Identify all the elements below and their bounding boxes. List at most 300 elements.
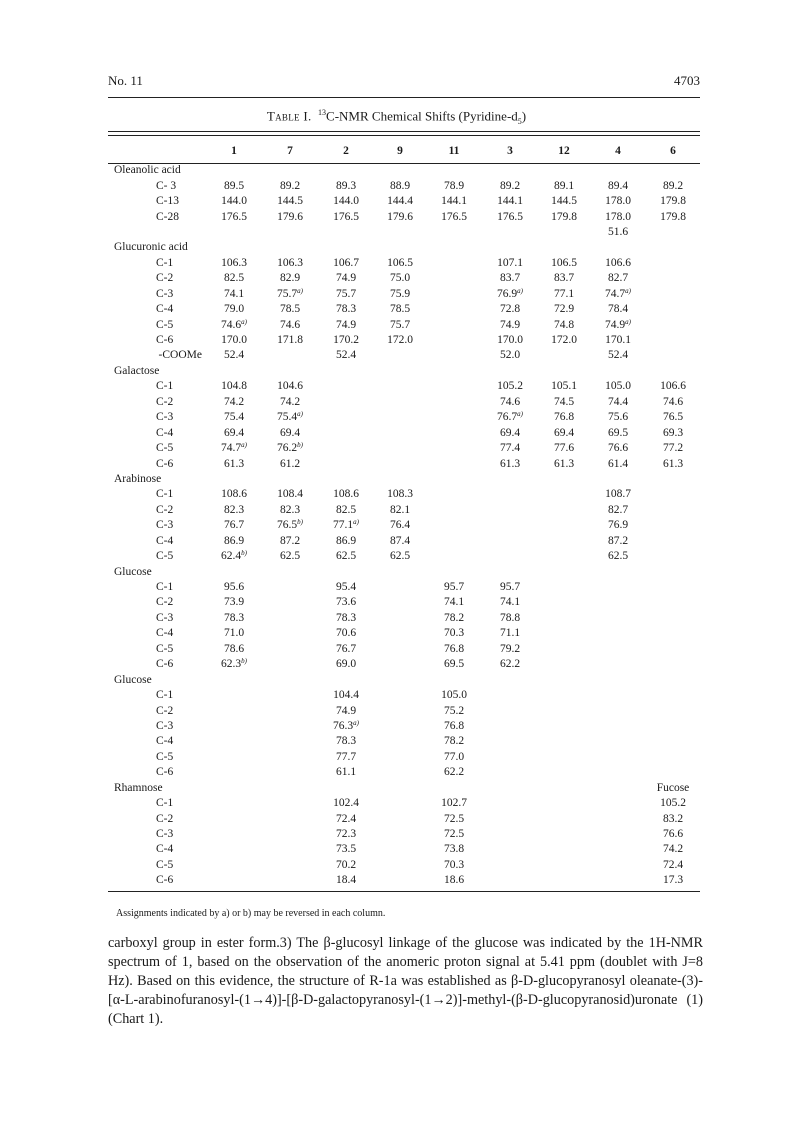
column-header: 1 — [231, 145, 237, 157]
shift-cell: 82.7 — [607, 503, 629, 516]
shift-cell — [590, 842, 646, 857]
shift-cell — [646, 611, 700, 626]
shift-cell — [482, 719, 538, 734]
shift-cell: 62.4$^{b)}$ — [221, 549, 247, 563]
shift-cell — [426, 425, 482, 440]
shift-cell — [590, 611, 646, 626]
shift-cell: 79.0 — [223, 303, 245, 316]
shift-cell — [262, 750, 318, 765]
table-row — [108, 518, 700, 533]
table-row — [108, 719, 700, 734]
shift-cell — [426, 518, 482, 533]
carbon-label: C-6 — [156, 658, 174, 671]
shift-cell: 78.2 — [443, 735, 465, 748]
table-row — [108, 549, 700, 564]
shift-cell — [262, 827, 318, 842]
shift-cell: 104.6 — [277, 380, 303, 393]
shift-cell: 72.4 — [335, 812, 357, 825]
shift-cell: 69.3 — [662, 426, 684, 439]
shift-cell: 95.4 — [335, 581, 357, 594]
group-label: Arabinose — [114, 472, 162, 485]
shift-cell: 75.7$^{a)}$ — [277, 286, 303, 300]
shift-cell — [646, 256, 700, 271]
shift-cell — [646, 487, 700, 502]
shift-cell — [646, 642, 700, 657]
shift-cell — [538, 225, 590, 240]
group-row — [108, 672, 700, 687]
table-row — [108, 657, 700, 672]
shift-cell — [590, 703, 646, 718]
shift-cell: 78.8 — [499, 611, 521, 624]
table-row — [108, 379, 700, 394]
shift-cell — [482, 765, 538, 780]
shift-cell — [590, 719, 646, 734]
header-blank — [108, 139, 206, 163]
carbon-label: C-5 — [156, 442, 174, 455]
shift-cell: 82.3 — [279, 503, 301, 516]
table-row — [108, 750, 700, 765]
shift-cell — [538, 750, 590, 765]
shift-cell: 74.2 — [279, 395, 301, 408]
group-row — [108, 240, 700, 255]
shift-cell — [374, 595, 426, 610]
shift-cell — [538, 534, 590, 549]
shift-cell — [206, 703, 262, 718]
shift-cell: 76.8 — [553, 411, 575, 424]
shift-cell — [206, 811, 262, 826]
group-label: Glucose — [114, 565, 152, 578]
caption-isotope: 13 — [318, 108, 327, 117]
shift-cell: 74.9 — [335, 704, 357, 717]
shift-cell: 179.6 — [387, 210, 413, 223]
shift-cell: 144.4 — [387, 195, 413, 208]
carbon-label: C- 3 — [156, 179, 177, 192]
shift-cell — [590, 750, 646, 765]
shift-cell — [374, 719, 426, 734]
shift-cell: 62.2 — [443, 766, 465, 779]
shift-cell: 105.0 — [605, 380, 631, 393]
shift-cell: 78.6 — [223, 642, 245, 655]
shift-cell: 75.7 — [389, 318, 411, 331]
table-row — [108, 534, 700, 549]
shift-cell — [646, 734, 700, 749]
caption-subscript: 5 — [517, 116, 522, 126]
shift-cell: 172.0 — [551, 334, 577, 347]
table-row — [108, 688, 700, 703]
shift-cell — [646, 549, 700, 564]
shift-cell: 17.3 — [662, 874, 684, 887]
shift-cell — [646, 287, 700, 302]
shift-cell: 78.2 — [443, 611, 465, 624]
shift-cell: 89.2 — [662, 179, 684, 192]
shift-cell: 78.3 — [335, 303, 357, 316]
shift-cell — [538, 580, 590, 595]
shift-cell: 69.5 — [443, 658, 465, 671]
body-text: carboxyl group in ester form.3) The β-glucosyl linkage of the glucose was indicated by the 1H-NMR spectrum of 1, based on the observation of the anomeric proton signal at 5.41 ppm (doublet with J=8 Hz). Based on this evidence, the structure of R-1a was established as β-D-glucopyranosyl oleanate-(3)-[α-L-arabinofuranosyl-(1→4)]-[β-D-galactopyranosyl-(1→2)]-methyl-(β-D-glucopyranosid)uronate (1) (Chart 1). — [108, 935, 703, 1027]
carbon-label: C-2 — [156, 272, 174, 285]
shift-cell: 179.6 — [277, 210, 303, 223]
shift-cell: 62.5 — [279, 550, 301, 563]
shift-cell — [262, 734, 318, 749]
shift-cell — [426, 348, 482, 363]
shift-cell: 144.1 — [441, 195, 467, 208]
shift-cell: 170.0 — [497, 334, 523, 347]
caption-close: ) — [521, 108, 527, 124]
shift-cell: 106.5 — [551, 256, 577, 269]
shift-cell — [262, 796, 318, 811]
table-row — [108, 595, 700, 610]
shift-cell: 87.2 — [279, 534, 301, 547]
shift-cell: 61.4 — [607, 457, 629, 470]
shift-cell: 87.2 — [607, 534, 629, 547]
shift-cell: 89.1 — [553, 179, 575, 192]
shift-cell: 62.5 — [389, 550, 411, 563]
carbon-label: C-13 — [156, 195, 179, 208]
shift-cell — [374, 750, 426, 765]
shift-cell: 72.4 — [662, 858, 684, 871]
shift-cell — [646, 688, 700, 703]
group-row — [108, 472, 700, 487]
shift-cell — [538, 858, 590, 873]
shift-cell: 74.6 — [662, 395, 684, 408]
shift-cell — [646, 595, 700, 610]
shift-cell: 86.9 — [223, 534, 245, 547]
carbon-label: C-3 — [156, 519, 174, 532]
shift-cell — [426, 317, 482, 332]
shift-cell — [538, 842, 590, 857]
shift-cell — [374, 611, 426, 626]
carbon-label: C-4 — [156, 534, 174, 547]
shift-cell — [318, 225, 374, 240]
shift-cell: 61.3 — [662, 457, 684, 470]
shift-cell: 176.5 — [497, 210, 523, 223]
shift-cell — [374, 626, 426, 641]
shift-cell: 102.7 — [441, 797, 467, 810]
shift-cell — [262, 626, 318, 641]
shift-cell — [262, 642, 318, 657]
shift-cell: 72.5 — [443, 828, 465, 841]
shift-cell: 106.7 — [333, 256, 359, 269]
shift-cell — [538, 796, 590, 811]
shift-cell: 76.8 — [443, 719, 465, 732]
table-footnote — [116, 908, 385, 919]
shift-cell — [374, 873, 426, 888]
table-row — [108, 456, 700, 471]
table-row — [108, 317, 700, 332]
column-header: 11 — [448, 145, 460, 157]
nmr-shift-table — [108, 139, 700, 889]
shift-cell — [646, 271, 700, 286]
carbon-label: C-6 — [156, 457, 174, 470]
shift-cell — [426, 333, 482, 348]
shift-cell — [646, 580, 700, 595]
shift-cell — [262, 858, 318, 873]
shift-cell: 72.8 — [499, 303, 521, 316]
shift-cell: 79.2 — [499, 642, 521, 655]
shift-cell: 69.0 — [335, 658, 357, 671]
shift-cell: 176.5 — [333, 210, 359, 223]
shift-cell: 178.0 — [605, 210, 631, 223]
shift-cell — [646, 765, 700, 780]
shift-cell — [374, 811, 426, 826]
carbon-label: C-1 — [156, 488, 174, 501]
table-row — [108, 395, 700, 410]
shift-cell: 76.6 — [607, 442, 629, 455]
table-row — [108, 858, 700, 873]
shift-cell: 82.1 — [389, 503, 411, 516]
shift-cell — [482, 796, 538, 811]
shift-cell — [646, 225, 700, 240]
table-row — [108, 287, 700, 302]
shift-cell — [590, 595, 646, 610]
shift-cell: 51.6 — [607, 225, 629, 238]
shift-cell — [426, 225, 482, 240]
shift-cell — [426, 487, 482, 502]
shift-cell — [426, 271, 482, 286]
table-row — [108, 642, 700, 657]
carbon-label: C-1 — [156, 581, 174, 594]
shift-cell — [538, 487, 590, 502]
shift-cell: 69.4 — [553, 426, 575, 439]
body-paragraph — [108, 934, 703, 1029]
shift-cell: 89.5 — [223, 179, 245, 192]
shift-cell: 179.8 — [660, 210, 686, 223]
footnote-text: Assignments indicated by a) or b) may be reversed in each column. — [116, 908, 386, 919]
shift-cell — [482, 503, 538, 518]
shift-cell: 106.5 — [387, 256, 413, 269]
shift-cell: 52.4 — [607, 349, 629, 362]
shift-cell — [538, 642, 590, 657]
shift-cell: 144.0 — [221, 195, 247, 208]
shift-cell: 76.3$^{a)}$ — [333, 718, 359, 732]
shift-cell — [590, 765, 646, 780]
page-number: 4703 — [674, 73, 700, 88]
shift-cell — [374, 395, 426, 410]
shift-cell — [538, 657, 590, 672]
group-row — [108, 781, 700, 796]
shift-cell — [482, 549, 538, 564]
shift-cell: 75.0 — [389, 272, 411, 285]
shift-cell — [374, 734, 426, 749]
table-row — [108, 827, 700, 842]
shift-cell — [538, 734, 590, 749]
shift-cell: 106.6 — [660, 380, 686, 393]
header-rule — [108, 97, 700, 98]
carbon-label: C-6 — [156, 334, 174, 347]
shift-cell — [538, 518, 590, 533]
shift-cell — [206, 842, 262, 857]
shift-cell — [590, 811, 646, 826]
shift-cell: 61.3 — [553, 457, 575, 470]
shift-cell — [206, 225, 262, 240]
shift-cell — [374, 410, 426, 425]
shift-cell — [538, 719, 590, 734]
shift-cell — [646, 317, 700, 332]
shift-cell: 83.7 — [499, 272, 521, 285]
shift-cell — [206, 827, 262, 842]
shift-cell — [262, 719, 318, 734]
shift-cell — [426, 503, 482, 518]
shift-cell: 95.6 — [223, 581, 245, 594]
shift-cell — [374, 580, 426, 595]
shift-cell: 75.4$^{a)}$ — [277, 410, 303, 424]
shift-cell: 74.9 — [499, 318, 521, 331]
shift-cell — [262, 811, 318, 826]
shift-cell — [206, 750, 262, 765]
shift-cell: 106.3 — [221, 256, 247, 269]
shift-cell: 70.6 — [335, 627, 357, 640]
shift-cell: 77.1 — [553, 287, 575, 300]
shift-cell — [374, 796, 426, 811]
shift-cell: 171.8 — [277, 334, 303, 347]
shift-cell — [374, 225, 426, 240]
shift-cell — [538, 873, 590, 888]
shift-cell: 108.4 — [277, 488, 303, 501]
shift-cell: 82.5 — [223, 272, 245, 285]
shift-cell: 83.2 — [662, 812, 684, 825]
shift-cell: 69.4 — [223, 426, 245, 439]
column-header: 9 — [397, 145, 403, 157]
shift-cell: 69.5 — [607, 426, 629, 439]
group-label-extra: Fucose — [656, 781, 690, 794]
table-row — [108, 626, 700, 641]
shift-cell: 74.6$^{a)}$ — [221, 317, 247, 331]
carbon-label: C-4 — [156, 735, 174, 748]
shift-cell: 89.2 — [279, 179, 301, 192]
column-header: 6 — [670, 145, 676, 157]
shift-cell: 77.1$^{a)}$ — [333, 518, 359, 532]
shift-cell: 74.8 — [553, 318, 575, 331]
table-row — [108, 333, 700, 348]
shift-cell: 69.4 — [499, 426, 521, 439]
table-row — [108, 425, 700, 440]
shift-cell: 61.3 — [223, 457, 245, 470]
shift-cell: 18.6 — [443, 874, 465, 887]
shift-cell: 108.3 — [387, 488, 413, 501]
shift-cell — [590, 827, 646, 842]
shift-cell: 78.3 — [335, 611, 357, 624]
shift-cell: 102.4 — [333, 797, 359, 810]
shift-cell: 72.3 — [335, 828, 357, 841]
shift-cell — [318, 379, 374, 394]
table-row — [108, 765, 700, 780]
shift-cell — [374, 379, 426, 394]
table-header-row — [108, 139, 700, 163]
shift-cell: 105.1 — [551, 380, 577, 393]
shift-cell: 144.0 — [333, 195, 359, 208]
shift-cell — [590, 858, 646, 873]
shift-cell — [482, 518, 538, 533]
group-label: Glucose — [114, 673, 152, 686]
shift-cell: 74.6 — [279, 318, 301, 331]
carbon-label: C-28 — [156, 210, 179, 223]
shift-cell: 74.7$^{a)}$ — [605, 286, 631, 300]
group-row — [108, 564, 700, 579]
column-header: 4 — [615, 145, 621, 157]
shift-cell — [206, 873, 262, 888]
shift-cell — [426, 456, 482, 471]
shift-cell: 76.5$^{b)}$ — [277, 518, 303, 532]
shift-cell: 104.4 — [333, 689, 359, 702]
group-row — [108, 163, 700, 178]
shift-cell: 86.9 — [335, 534, 357, 547]
caption-text: C-NMR Chemical Shifts (Pyridine-d — [326, 108, 518, 124]
shift-cell: 61.3 — [499, 457, 521, 470]
table-caption — [0, 108, 793, 126]
shift-cell — [538, 703, 590, 718]
shift-cell — [538, 827, 590, 842]
shift-cell: 107.1 — [497, 256, 523, 269]
table-row — [108, 611, 700, 626]
table-row — [108, 256, 700, 271]
shift-cell — [538, 626, 590, 641]
shift-cell: 75.9 — [389, 287, 411, 300]
shift-cell: 89.3 — [335, 179, 357, 192]
shift-cell — [538, 348, 590, 363]
shift-cell: 82.7 — [607, 272, 629, 285]
carbon-label: C-4 — [156, 627, 174, 640]
table-row — [108, 734, 700, 749]
shift-cell — [262, 765, 318, 780]
shift-cell: 52.4 — [223, 349, 245, 362]
shift-cell — [538, 688, 590, 703]
shift-cell: 76.5 — [662, 411, 684, 424]
table-top-rule — [108, 131, 700, 132]
shift-cell — [482, 750, 538, 765]
shift-cell: 78.5 — [279, 303, 301, 316]
carbon-label: C-6 — [156, 874, 174, 887]
shift-cell — [206, 858, 262, 873]
table-row — [108, 703, 700, 718]
shift-cell — [646, 302, 700, 317]
shift-cell — [374, 348, 426, 363]
shift-cell — [538, 765, 590, 780]
shift-cell: 77.6 — [553, 442, 575, 455]
table-row — [108, 441, 700, 456]
group-row — [108, 364, 700, 379]
carbon-label: C-3 — [156, 611, 174, 624]
shift-cell: 70.3 — [443, 627, 465, 640]
shift-cell — [318, 456, 374, 471]
shift-cell — [374, 842, 426, 857]
shift-cell — [374, 657, 426, 672]
shift-cell — [206, 765, 262, 780]
carbon-label: C-6 — [156, 766, 174, 779]
column-header: 7 — [287, 145, 293, 157]
shift-cell — [374, 441, 426, 456]
table-row — [108, 873, 700, 888]
shift-cell — [262, 595, 318, 610]
shift-cell — [482, 487, 538, 502]
carbon-label: C-2 — [156, 395, 174, 408]
shift-cell: 74.9$^{a)}$ — [605, 317, 631, 331]
shift-cell: 62.5 — [335, 550, 357, 563]
shift-cell: 82.5 — [335, 503, 357, 516]
carbon-label: C-5 — [156, 318, 174, 331]
shift-cell — [590, 688, 646, 703]
shift-cell — [538, 595, 590, 610]
shift-cell: 52.0 — [499, 349, 521, 362]
shift-cell: 74.4 — [607, 395, 629, 408]
shift-cell: 76.7 — [335, 642, 357, 655]
carbon-label: C-1 — [156, 797, 174, 810]
shift-cell — [262, 348, 318, 363]
carbon-label: C-1 — [156, 256, 174, 269]
shift-cell — [374, 765, 426, 780]
carbon-label: C-1 — [156, 689, 174, 702]
shift-cell — [590, 657, 646, 672]
carbon-label: C-3 — [156, 719, 174, 732]
